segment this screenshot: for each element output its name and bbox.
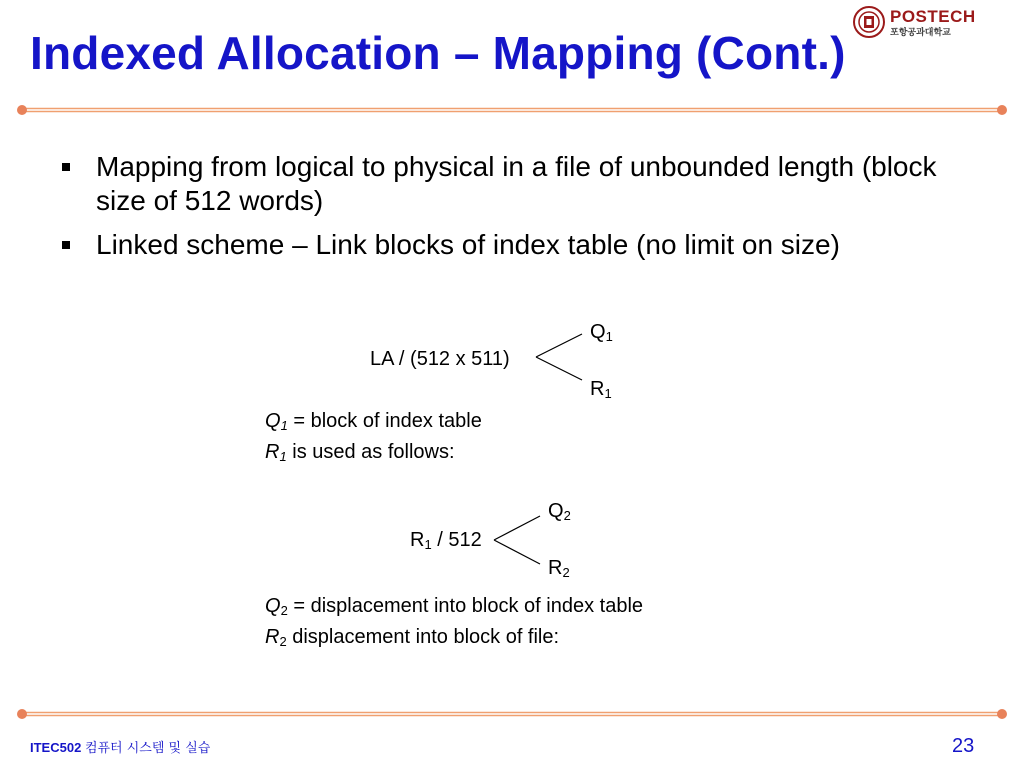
r2-definition: $R_2$ displacement into block of file: bbox=[265, 626, 560, 649]
logo-name: POSTECH bbox=[890, 7, 976, 26]
footer-divider bbox=[16, 708, 1008, 720]
course-name: 컴퓨터 시스템 및 실습 bbox=[84, 741, 211, 756]
logo-subtitle: 포항공과대학교 bbox=[890, 28, 951, 38]
q1-definition: $Q_1$ = block of index table bbox=[265, 410, 482, 433]
diagram1-expression: LA / (512 x 511) bbox=[370, 348, 510, 370]
course-code: ITEC502 bbox=[30, 740, 82, 755]
bullet-text: Mapping from logical to physical in a file of unbounded length (block size of 512 words) bbox=[96, 151, 937, 216]
bullet-text: Linked scheme – Link blocks of index table (no limit on size) bbox=[96, 229, 840, 260]
diagram1-lower-branch bbox=[536, 357, 582, 380]
page-number: 23 bbox=[952, 735, 975, 757]
diagram1-quotient: $Q_1$ bbox=[590, 321, 613, 344]
diagram1-remainder: $R_1$ bbox=[590, 378, 612, 401]
diagram2-quotient: $Q_2$ bbox=[548, 500, 571, 523]
diagram2-upper-branch bbox=[494, 516, 540, 540]
diagram2-lower-branch bbox=[494, 540, 540, 564]
footer-course bbox=[30, 737, 210, 756]
diagram2-remainder: $R_2$ bbox=[548, 557, 570, 580]
q2-definition: $Q_2$ = displacement into block of index table bbox=[265, 595, 644, 618]
slide-title: Indexed Allocation – Mapping (Cont.) bbox=[30, 27, 846, 79]
diagram2-expression: $R_1 / 512$ bbox=[410, 529, 482, 552]
diagram1-upper-branch bbox=[536, 334, 582, 357]
r1-definition: $R_1$ is used as follows: bbox=[265, 441, 455, 464]
